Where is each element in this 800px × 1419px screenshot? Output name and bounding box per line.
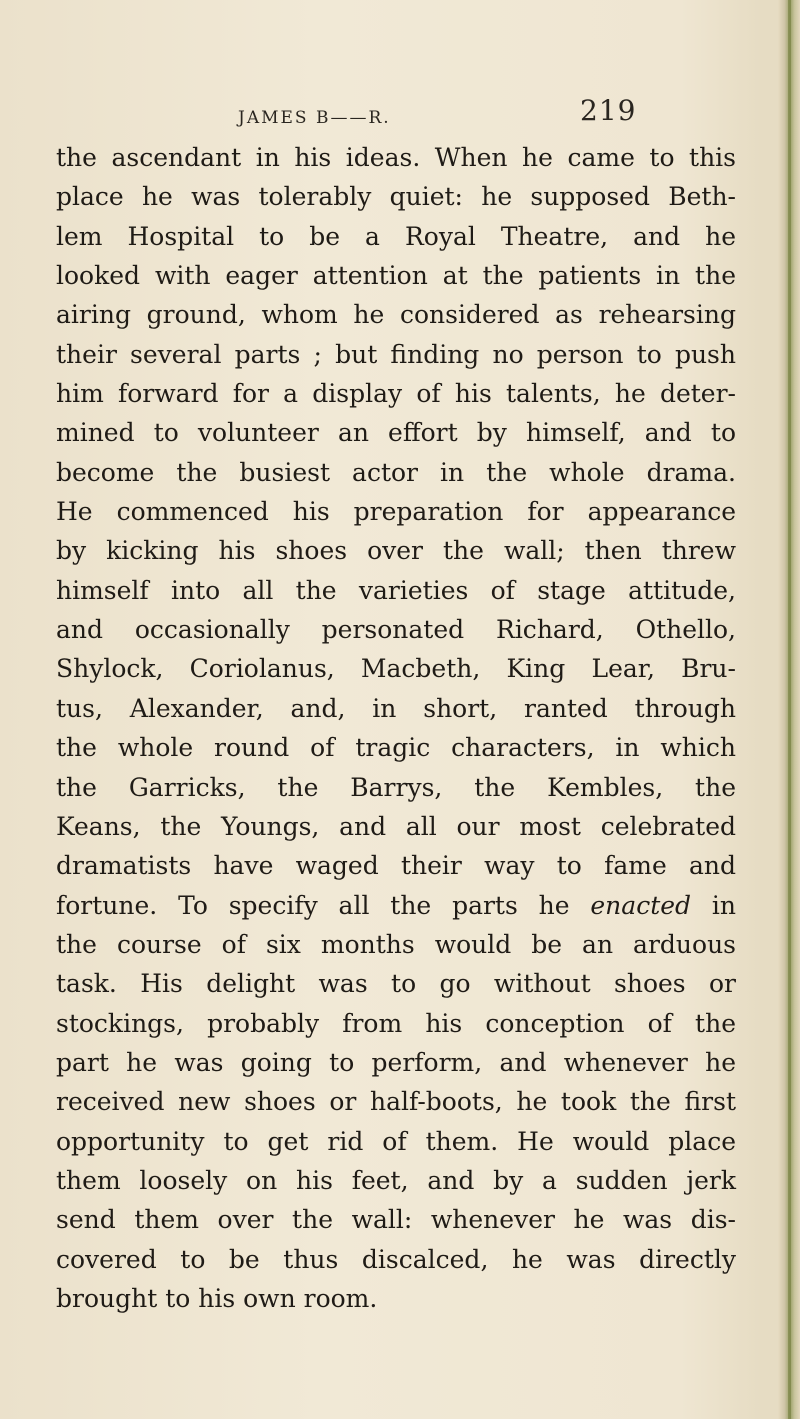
text-line: Keans, the Youngs, and all our most celebrated — [56, 811, 736, 841]
text-line: the Garricks, the Barrys, the Kembles, the — [56, 772, 736, 802]
text-line: place he was tolerably quiet: he supposed Beth- — [56, 182, 736, 212]
text-line: Shylock, Coriolanus, Macbeth, King Lear, Bru- — [56, 654, 736, 684]
text-line: their several parts ; but finding no person to push — [56, 339, 736, 369]
text-line: task. His delight was to go without shoes or — [56, 969, 736, 999]
page-number: 219 — [580, 94, 637, 127]
text-line: received new shoes or half-boots, he took the first — [56, 1087, 736, 1117]
text-line-last: brought to his own room. — [56, 1283, 378, 1313]
line-start: fortune. To specify all the parts he — [56, 890, 570, 920]
text-line: lem Hospital to be a Royal Theatre, and he — [56, 221, 736, 251]
text-line: the whole round of tragic characters, in which — [56, 733, 736, 763]
text-line: dramatists have waged their way to fame and — [56, 851, 736, 881]
text-line: become the busiest actor in the whole drama. — [56, 457, 736, 487]
body-text — [56, 138, 736, 1318]
text-line: by kicking his shoes over the wall; then threw — [56, 536, 736, 566]
text-line: the course of six months would be an arduous — [56, 929, 736, 959]
text-line: stockings, probably from his conception of the — [56, 1008, 736, 1038]
text-line: him forward for a display of his talents, he deter- — [56, 379, 736, 409]
text-line: them loosely on his feet, and by a sudden jerk — [56, 1165, 736, 1195]
italic-word: enacted — [590, 890, 692, 920]
text-line: the ascendant in his ideas. When he came to this — [56, 143, 736, 172]
line-end: in — [711, 890, 736, 920]
text-line: looked with eager attention at the patients in the — [56, 261, 736, 291]
text-line: and occasionally personated Richard, Othello, — [56, 615, 736, 645]
text-line: send them over the wall: whenever he was dis- — [56, 1205, 736, 1235]
text-line: mined to volunteer an effort by himself, and to — [56, 418, 736, 448]
text-line: opportunity to get rid of them. He would place — [56, 1126, 736, 1156]
text-line-with-italic — [56, 886, 736, 925]
text-line: He commenced his preparation for appearance — [56, 497, 736, 527]
text-line: part he was going to perform, and whenever he — [56, 1047, 736, 1077]
text-line: himself into all the varieties of stage attitude, — [56, 575, 736, 605]
page-header — [0, 94, 800, 138]
text-line: tus, Alexander, and, in short, ranted through — [56, 693, 736, 723]
binding-edge — [788, 0, 791, 1419]
text-line: covered to be thus discalced, he was directly — [56, 1244, 736, 1274]
running-head: JAMES B——R. — [238, 108, 391, 128]
text-line: airing ground, whom he considered as rehearsing — [56, 300, 736, 330]
